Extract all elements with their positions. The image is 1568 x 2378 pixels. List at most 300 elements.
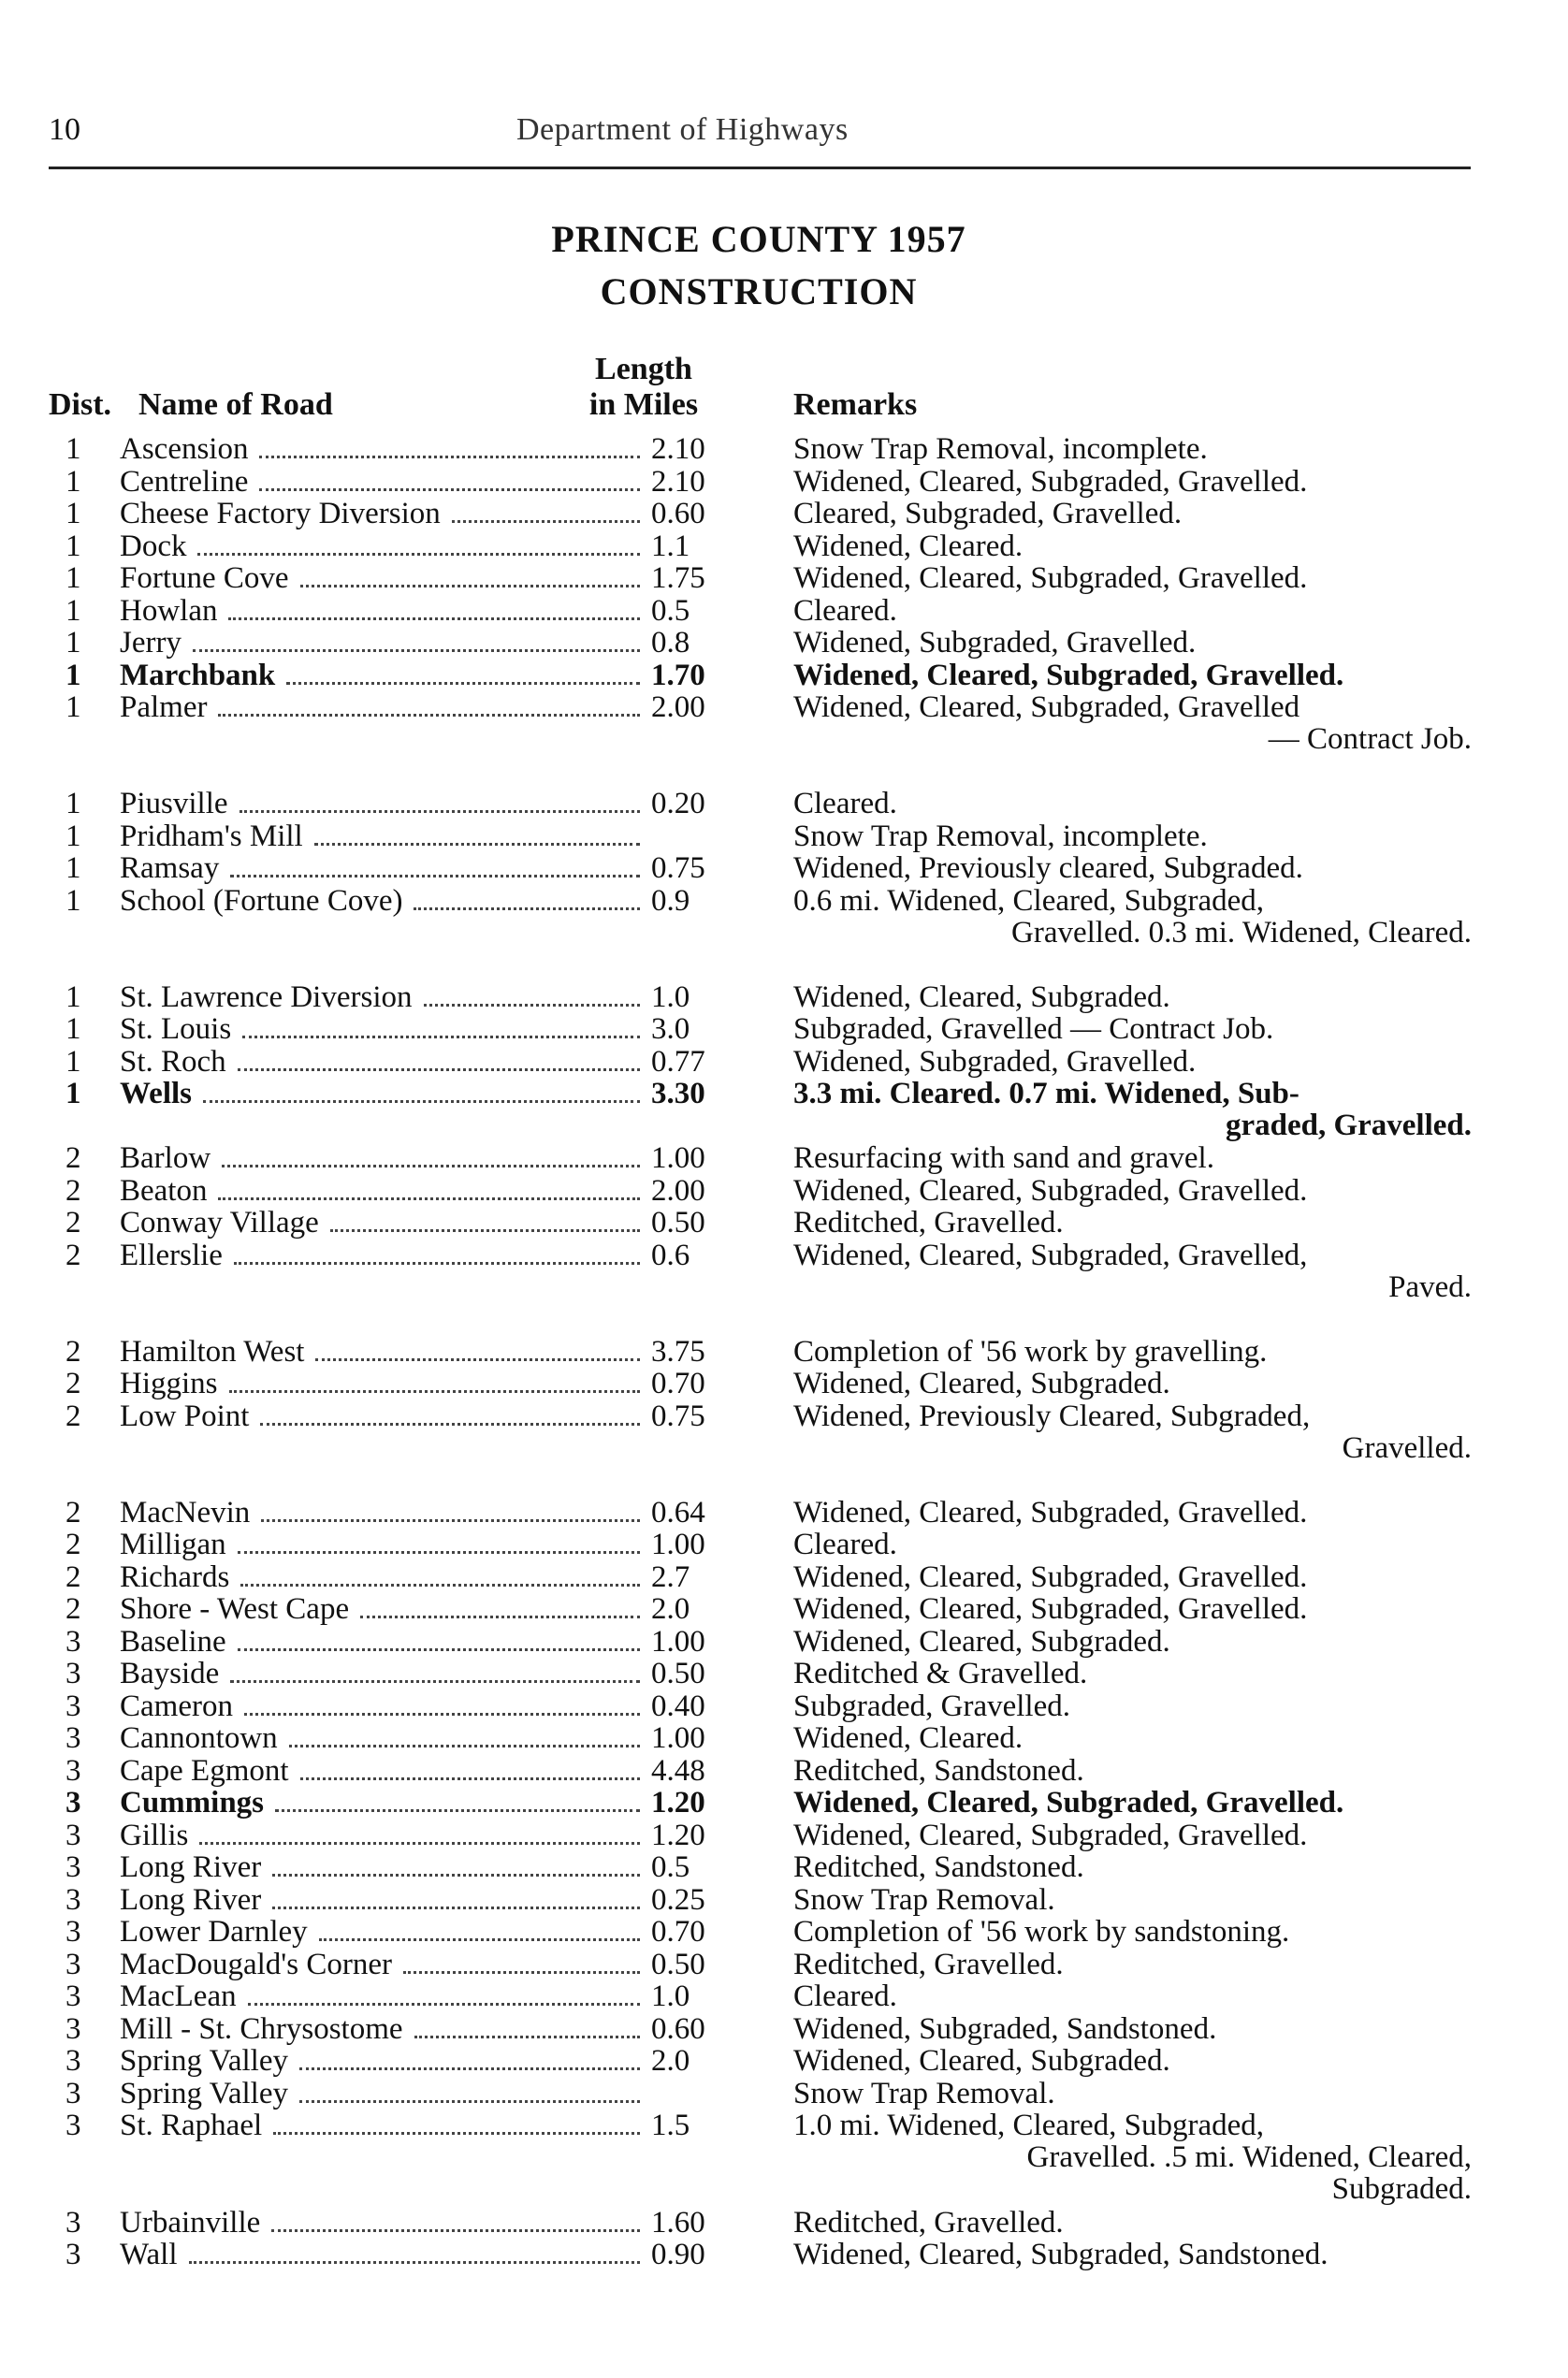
row-remarks	[793, 1690, 1472, 1722]
row-length: 1.00	[651, 1141, 705, 1175]
row-road-name: Gillis	[120, 1819, 189, 1852]
row-remarks	[793, 1658, 1472, 1689]
table-row	[0, 2207, 1568, 2239]
table-row	[0, 1336, 1568, 1368]
row-remarks	[793, 2045, 1472, 2077]
table-row	[0, 660, 1568, 691]
running-title: Department of Highways	[516, 112, 849, 147]
row-dist: 3	[65, 1625, 81, 1659]
row-length: 0.8	[651, 626, 690, 660]
row-road-name: Cameron	[120, 1689, 233, 1723]
row-dist: 1	[65, 465, 81, 499]
table-row	[0, 498, 1568, 529]
row-dist: 3	[65, 2012, 81, 2046]
table-row	[0, 2109, 1568, 2206]
column-header-dist: Dist.	[49, 387, 112, 422]
row-remarks	[793, 1787, 1472, 1819]
row-dist: 1	[65, 884, 81, 918]
row-length: 1.00	[651, 1721, 705, 1755]
row-remarks	[793, 1529, 1472, 1560]
remarks-line: Reditched, Gravelled.	[793, 2206, 1064, 2240]
row-dist: 3	[65, 1754, 81, 1788]
remarks-line: Widened, Cleared, Subgraded, Gravelled,	[793, 1239, 1308, 1272]
row-road-name: Fortune Cove	[120, 561, 289, 595]
row-road-name: Cummings	[120, 1786, 265, 1820]
table-row	[0, 2013, 1568, 2045]
row-road-name: Ascension	[120, 432, 249, 466]
row-dist: 3	[65, 1721, 81, 1755]
remarks-line: Gravelled. 0.3 mi. Widened, Cleared.	[1011, 916, 1472, 950]
row-remarks	[793, 433, 1472, 465]
page-title: PRINCE COUNTY 1957	[551, 218, 966, 260]
table-row	[0, 1368, 1568, 1399]
table-row	[0, 1142, 1568, 1174]
row-dist: 2	[65, 1399, 81, 1433]
table-row	[0, 1529, 1568, 1560]
column-header-name: Name of Road	[138, 387, 333, 422]
row-road-name: Richards	[120, 1560, 230, 1594]
row-road-name: Wall	[120, 2238, 178, 2271]
row-road-name: Centreline	[120, 465, 249, 499]
row-length: 0.6	[651, 1239, 690, 1272]
row-length: 0.75	[651, 851, 705, 885]
row-road-name: Milligan	[120, 1528, 226, 1561]
table-row	[0, 595, 1568, 627]
row-remarks	[793, 1593, 1472, 1625]
remarks-line: Widened, Previously cleared, Subgraded.	[793, 851, 1303, 885]
dot-leader	[259, 488, 640, 491]
dot-leader	[197, 553, 640, 556]
dot-leader	[234, 1262, 640, 1265]
table-row	[0, 1239, 1568, 1304]
row-road-name: Spring Valley	[120, 2077, 288, 2110]
table-row	[0, 1497, 1568, 1529]
table-row	[0, 562, 1568, 594]
table-row	[0, 1626, 1568, 1658]
row-road-name: Palmer	[120, 690, 208, 724]
row-remarks	[793, 691, 1472, 755]
row-dist: 2	[65, 1239, 81, 1272]
row-dist: 1	[65, 1045, 81, 1079]
row-remarks	[793, 1722, 1472, 1754]
row-road-name: Mill - St. Chrysostome	[120, 2012, 403, 2046]
row-length: 0.90	[651, 2238, 705, 2271]
row-dist: 3	[65, 1883, 81, 1917]
row-dist: 2	[65, 1560, 81, 1594]
remarks-line: Reditched, Sandstoned.	[793, 1850, 1084, 1884]
table-row	[0, 1851, 1568, 1883]
row-road-name: Spring Valley	[120, 2044, 288, 2078]
row-remarks	[793, 1884, 1472, 1916]
row-length: 0.50	[651, 1657, 705, 1690]
row-remarks	[793, 1561, 1472, 1593]
remarks-line: Widened, Cleared, Subgraded.	[793, 1367, 1170, 1400]
row-remarks	[793, 1078, 1472, 1141]
row-remarks	[793, 1755, 1472, 1787]
row-length: 0.77	[651, 1045, 705, 1079]
row-road-name: Bayside	[120, 1657, 220, 1690]
row-road-name: MacNevin	[120, 1496, 251, 1530]
dot-leader	[315, 1358, 640, 1361]
row-length: 1.1	[651, 529, 690, 563]
row-remarks	[793, 660, 1472, 691]
row-length: 4.48	[651, 1754, 705, 1788]
dot-leader	[414, 2036, 640, 2038]
remarks-line: Widened, Cleared, Subgraded.	[793, 980, 1170, 1014]
table-row	[0, 1399, 1568, 1465]
remarks-line: Widened, Cleared, Subgraded, Gravelled.	[793, 1174, 1308, 1208]
row-length: 2.10	[651, 432, 705, 466]
row-dist: 3	[65, 1948, 81, 1981]
dot-leader	[244, 1713, 640, 1716]
remarks-line: Widened, Cleared, Subgraded, Gravelled.	[793, 659, 1344, 692]
row-length: 3.0	[651, 1012, 690, 1046]
row-remarks	[793, 1175, 1472, 1207]
row-remarks	[793, 1207, 1472, 1239]
row-remarks	[793, 1368, 1472, 1399]
row-road-name: Marchbank	[120, 659, 276, 692]
row-remarks	[793, 981, 1472, 1013]
table-row	[0, 788, 1568, 819]
remarks-line: Widened, Previously Cleared, Subgraded,	[793, 1399, 1311, 1433]
row-dist: 1	[65, 432, 81, 466]
remarks-line: Widened, Cleared, Subgraded, Sandstoned.	[793, 2238, 1328, 2271]
table-row	[0, 2078, 1568, 2110]
row-length: 0.50	[651, 1206, 705, 1240]
remarks-line: 0.6 mi. Widened, Cleared, Subgraded,	[793, 884, 1265, 918]
row-dist: 2	[65, 1335, 81, 1369]
row-length: 0.64	[651, 1496, 705, 1530]
row-length: 1.60	[651, 2206, 705, 2240]
table-row	[0, 2045, 1568, 2077]
row-road-name: Ramsay	[120, 851, 220, 885]
row-road-name: Cannontown	[120, 1721, 278, 1755]
column-header-remarks: Remarks	[793, 387, 918, 422]
row-remarks	[793, 498, 1472, 529]
dot-leader	[238, 1648, 640, 1651]
table-row	[0, 1755, 1568, 1787]
dot-leader	[218, 714, 640, 717]
row-road-name: St. Lawrence Diversion	[120, 980, 413, 1014]
row-remarks	[793, 1336, 1472, 1368]
row-dist: 1	[65, 659, 81, 692]
row-length: 2.0	[651, 1592, 690, 1626]
row-dist: 1	[65, 497, 81, 530]
row-remarks	[793, 1626, 1472, 1658]
row-remarks	[793, 1980, 1472, 2012]
row-remarks	[793, 2013, 1472, 2045]
row-length: 1.0	[651, 1979, 690, 2013]
dot-leader	[272, 1874, 640, 1877]
row-dist: 1	[65, 819, 81, 853]
remarks-line: Reditched, Gravelled.	[793, 1948, 1064, 1981]
row-road-name: St. Raphael	[120, 2109, 263, 2142]
row-dist: 2	[65, 1141, 81, 1175]
row-dist: 1	[65, 529, 81, 563]
dot-leader	[289, 1745, 640, 1747]
row-dist: 2	[65, 1174, 81, 1208]
dot-leader	[189, 2261, 640, 2264]
dot-leader	[229, 1390, 640, 1393]
table-row	[0, 1690, 1568, 1722]
row-dist: 3	[65, 2077, 81, 2110]
row-dist: 3	[65, 1689, 81, 1723]
row-dist: 1	[65, 561, 81, 595]
table-row	[0, 433, 1568, 465]
table-row	[0, 1175, 1568, 1207]
row-dist: 3	[65, 1915, 81, 1949]
row-dist: 3	[65, 1819, 81, 1852]
dot-leader	[300, 1777, 640, 1780]
table-row	[0, 1013, 1568, 1045]
remarks-line: Resurfacing with sand and gravel.	[793, 1141, 1214, 1175]
row-length: 1.0	[651, 980, 690, 1014]
table-row	[0, 1820, 1568, 1851]
row-remarks	[793, 2110, 1472, 2205]
remarks-line: Subgraded, Gravelled — Contract Job.	[793, 1012, 1274, 1046]
dot-leader	[286, 682, 640, 685]
dot-leader	[193, 649, 640, 652]
table-row	[0, 466, 1568, 498]
row-length: 3.30	[651, 1077, 705, 1110]
row-road-name: Dock	[120, 529, 187, 563]
dot-leader	[360, 1616, 640, 1618]
dot-leader	[259, 456, 640, 458]
dot-leader	[222, 1165, 640, 1167]
row-length: 3.75	[651, 1335, 705, 1369]
remarks-line: Widened, Cleared.	[793, 529, 1024, 563]
row-length: 2.0	[651, 2044, 690, 2078]
remarks-line: Widened, Subgraded, Gravelled.	[793, 626, 1197, 660]
remarks-line: Widened, Cleared, Subgraded.	[793, 2044, 1170, 2078]
row-dist: 2	[65, 1496, 81, 1530]
remarks-line: Reditched & Gravelled.	[793, 1657, 1088, 1690]
row-road-name: MacLean	[120, 1979, 237, 2013]
row-dist: 3	[65, 1850, 81, 1884]
row-road-name: St. Louis	[120, 1012, 232, 1046]
remarks-line: Snow Trap Removal, incomplete.	[793, 819, 1208, 853]
remarks-line: Cleared.	[793, 787, 897, 820]
remarks-line: Widened, Cleared, Subgraded, Gravelled.	[793, 1560, 1308, 1594]
table-row	[0, 884, 1568, 950]
row-road-name: Jerry	[120, 626, 181, 660]
row-dist: 3	[65, 2238, 81, 2271]
row-length: 0.25	[651, 1883, 705, 1917]
row-length: 1.00	[651, 1528, 705, 1561]
row-road-name: Urbainville	[120, 2206, 261, 2240]
row-road-name: Howlan	[120, 594, 218, 628]
table-row	[0, 690, 1568, 756]
remarks-line: Completion of '56 work by sandstoning.	[793, 1915, 1290, 1949]
dot-leader	[199, 1842, 640, 1845]
row-remarks	[793, 1013, 1472, 1045]
row-remarks	[793, 627, 1472, 659]
row-road-name: Long River	[120, 1883, 262, 1917]
row-remarks	[793, 1851, 1472, 1883]
table-row	[0, 1561, 1568, 1593]
dot-leader	[275, 1809, 640, 1812]
row-road-name: Piusville	[120, 787, 228, 820]
remarks-line: Paved.	[1388, 1270, 1472, 1304]
remarks-line: Widened, Subgraded, Gravelled.	[793, 1045, 1197, 1079]
row-length: 0.9	[651, 884, 690, 918]
table-row	[0, 1658, 1568, 1689]
row-road-name: Wells	[120, 1077, 193, 1110]
remarks-line: Widened, Cleared, Subgraded, Gravelled.	[793, 1819, 1308, 1852]
remarks-line: — Contract Job.	[1268, 722, 1472, 756]
row-remarks	[793, 2078, 1472, 2110]
row-length: 0.50	[651, 1948, 705, 1981]
row-remarks	[793, 2239, 1472, 2270]
table-row	[0, 1916, 1568, 1948]
dot-leader	[230, 1680, 640, 1683]
row-dist: 3	[65, 1657, 81, 1690]
row-road-name: Long River	[120, 1850, 262, 1884]
dot-leader	[314, 843, 640, 846]
table-row	[0, 1884, 1568, 1916]
row-dist: 2	[65, 1528, 81, 1561]
row-remarks	[793, 2207, 1472, 2239]
row-remarks	[793, 1949, 1472, 1980]
dot-leader	[240, 810, 640, 813]
row-road-name: Lower Darnley	[120, 1915, 308, 1949]
row-length: 1.5	[651, 2109, 690, 2142]
row-dist: 3	[65, 1786, 81, 1820]
remarks-line: Widened, Cleared, Subgraded, Gravelled	[793, 690, 1300, 724]
row-remarks	[793, 1820, 1472, 1851]
row-remarks	[793, 788, 1472, 819]
column-header-length-line1: Length	[595, 352, 692, 386]
dot-leader	[300, 585, 640, 587]
remarks-line: Cleared.	[793, 1979, 897, 2013]
table-row	[0, 627, 1568, 659]
remarks-line: Gravelled.	[1342, 1431, 1472, 1465]
remarks-line: Completion of '56 work by gravelling.	[793, 1335, 1268, 1369]
row-length: 2.10	[651, 465, 705, 499]
dot-leader	[242, 1036, 640, 1038]
dot-leader	[261, 1519, 640, 1522]
row-length: 0.40	[651, 1689, 705, 1723]
table-row	[0, 1593, 1568, 1625]
row-road-name: Conway Village	[120, 1206, 319, 1240]
row-length: 2.7	[651, 1560, 690, 1594]
row-dist: 2	[65, 1592, 81, 1626]
column-header-length-line2: in Miles	[588, 387, 699, 422]
dot-leader	[319, 1938, 640, 1941]
row-remarks	[793, 852, 1472, 884]
row-remarks	[793, 885, 1472, 949]
row-length: 0.60	[651, 2012, 705, 2046]
dot-leader	[228, 617, 640, 620]
row-dist: 1	[65, 594, 81, 628]
row-road-name: Shore - West Cape	[120, 1592, 350, 1626]
remarks-line: Cleared, Subgraded, Gravelled.	[793, 497, 1183, 530]
row-dist: 1	[65, 690, 81, 724]
row-length: 2.00	[651, 690, 705, 724]
row-remarks	[793, 595, 1472, 627]
table-row	[0, 1980, 1568, 2012]
row-dist: 1	[65, 851, 81, 885]
dot-leader	[260, 1423, 640, 1426]
table-row	[0, 1207, 1568, 1239]
table-row	[0, 1046, 1568, 1078]
remarks-line: Snow Trap Removal.	[793, 2077, 1055, 2110]
row-length: 0.5	[651, 1850, 690, 1884]
dot-leader	[414, 907, 640, 910]
dot-leader	[452, 520, 640, 523]
row-road-name: School (Fortune Cove)	[120, 884, 403, 918]
dot-leader	[238, 1068, 640, 1071]
table-row	[0, 530, 1568, 562]
table-row	[0, 1949, 1568, 1980]
row-road-name: Higgins	[120, 1367, 218, 1400]
table-row	[0, 2239, 1568, 2270]
row-length: 2.00	[651, 1174, 705, 1208]
row-length: 0.70	[651, 1367, 705, 1400]
remarks-line: Cleared.	[793, 594, 897, 628]
row-remarks	[793, 1400, 1472, 1464]
row-dist: 3	[65, 2206, 81, 2240]
dot-leader	[248, 2003, 640, 2006]
table-row	[0, 820, 1568, 852]
row-remarks	[793, 1046, 1472, 1078]
row-remarks	[793, 820, 1472, 852]
dot-leader	[203, 1100, 640, 1103]
row-length: 0.20	[651, 787, 705, 820]
remarks-line: Widened, Cleared, Subgraded, Gravelled.	[793, 1592, 1308, 1626]
dot-leader	[330, 1229, 640, 1232]
row-length: 0.70	[651, 1915, 705, 1949]
remarks-line: Widened, Cleared, Subgraded.	[793, 1625, 1170, 1659]
dot-leader	[272, 1907, 640, 1909]
remarks-line: Reditched, Gravelled.	[793, 1206, 1064, 1240]
remarks-line: graded, Gravelled.	[1225, 1109, 1472, 1142]
dot-leader	[299, 2067, 640, 2070]
page-number: 10	[49, 112, 80, 147]
remarks-line: Cleared.	[793, 1528, 897, 1561]
row-road-name: Pridham's Mill	[120, 819, 303, 853]
table-row	[0, 1077, 1568, 1142]
row-remarks	[793, 466, 1472, 498]
row-length: 1.70	[651, 659, 705, 692]
row-remarks	[793, 1142, 1472, 1174]
page-subtitle: CONSTRUCTION	[600, 270, 918, 312]
dot-leader	[238, 1551, 640, 1554]
table-row	[0, 1787, 1568, 1819]
row-dist: 1	[65, 626, 81, 660]
remarks-line: Widened, Cleared.	[793, 1721, 1024, 1755]
row-remarks	[793, 530, 1472, 562]
row-dist: 1	[65, 787, 81, 820]
row-dist: 3	[65, 2044, 81, 2078]
remarks-line: Subgraded, Gravelled.	[793, 1689, 1070, 1723]
row-dist: 3	[65, 1979, 81, 2013]
remarks-line: Widened, Cleared, Subgraded, Gravelled.	[793, 1786, 1344, 1820]
remarks-line: 3.3 mi. Cleared. 0.7 mi. Widened, Sub-	[793, 1077, 1299, 1110]
dot-leader	[299, 2100, 640, 2103]
row-dist: 1	[65, 1012, 81, 1046]
row-length: 0.60	[651, 497, 705, 530]
row-length: 0.75	[651, 1399, 705, 1433]
row-road-name: Cheese Factory Diversion	[120, 497, 441, 530]
row-road-name: Barlow	[120, 1141, 211, 1175]
dot-leader	[240, 1584, 640, 1587]
remarks-line: Widened, Subgraded, Sandstoned.	[793, 2012, 1217, 2046]
table-row	[0, 981, 1568, 1013]
row-dist: 2	[65, 1206, 81, 1240]
remarks-line: Subgraded.	[1331, 2172, 1472, 2206]
row-road-name: Hamilton West	[120, 1335, 305, 1369]
